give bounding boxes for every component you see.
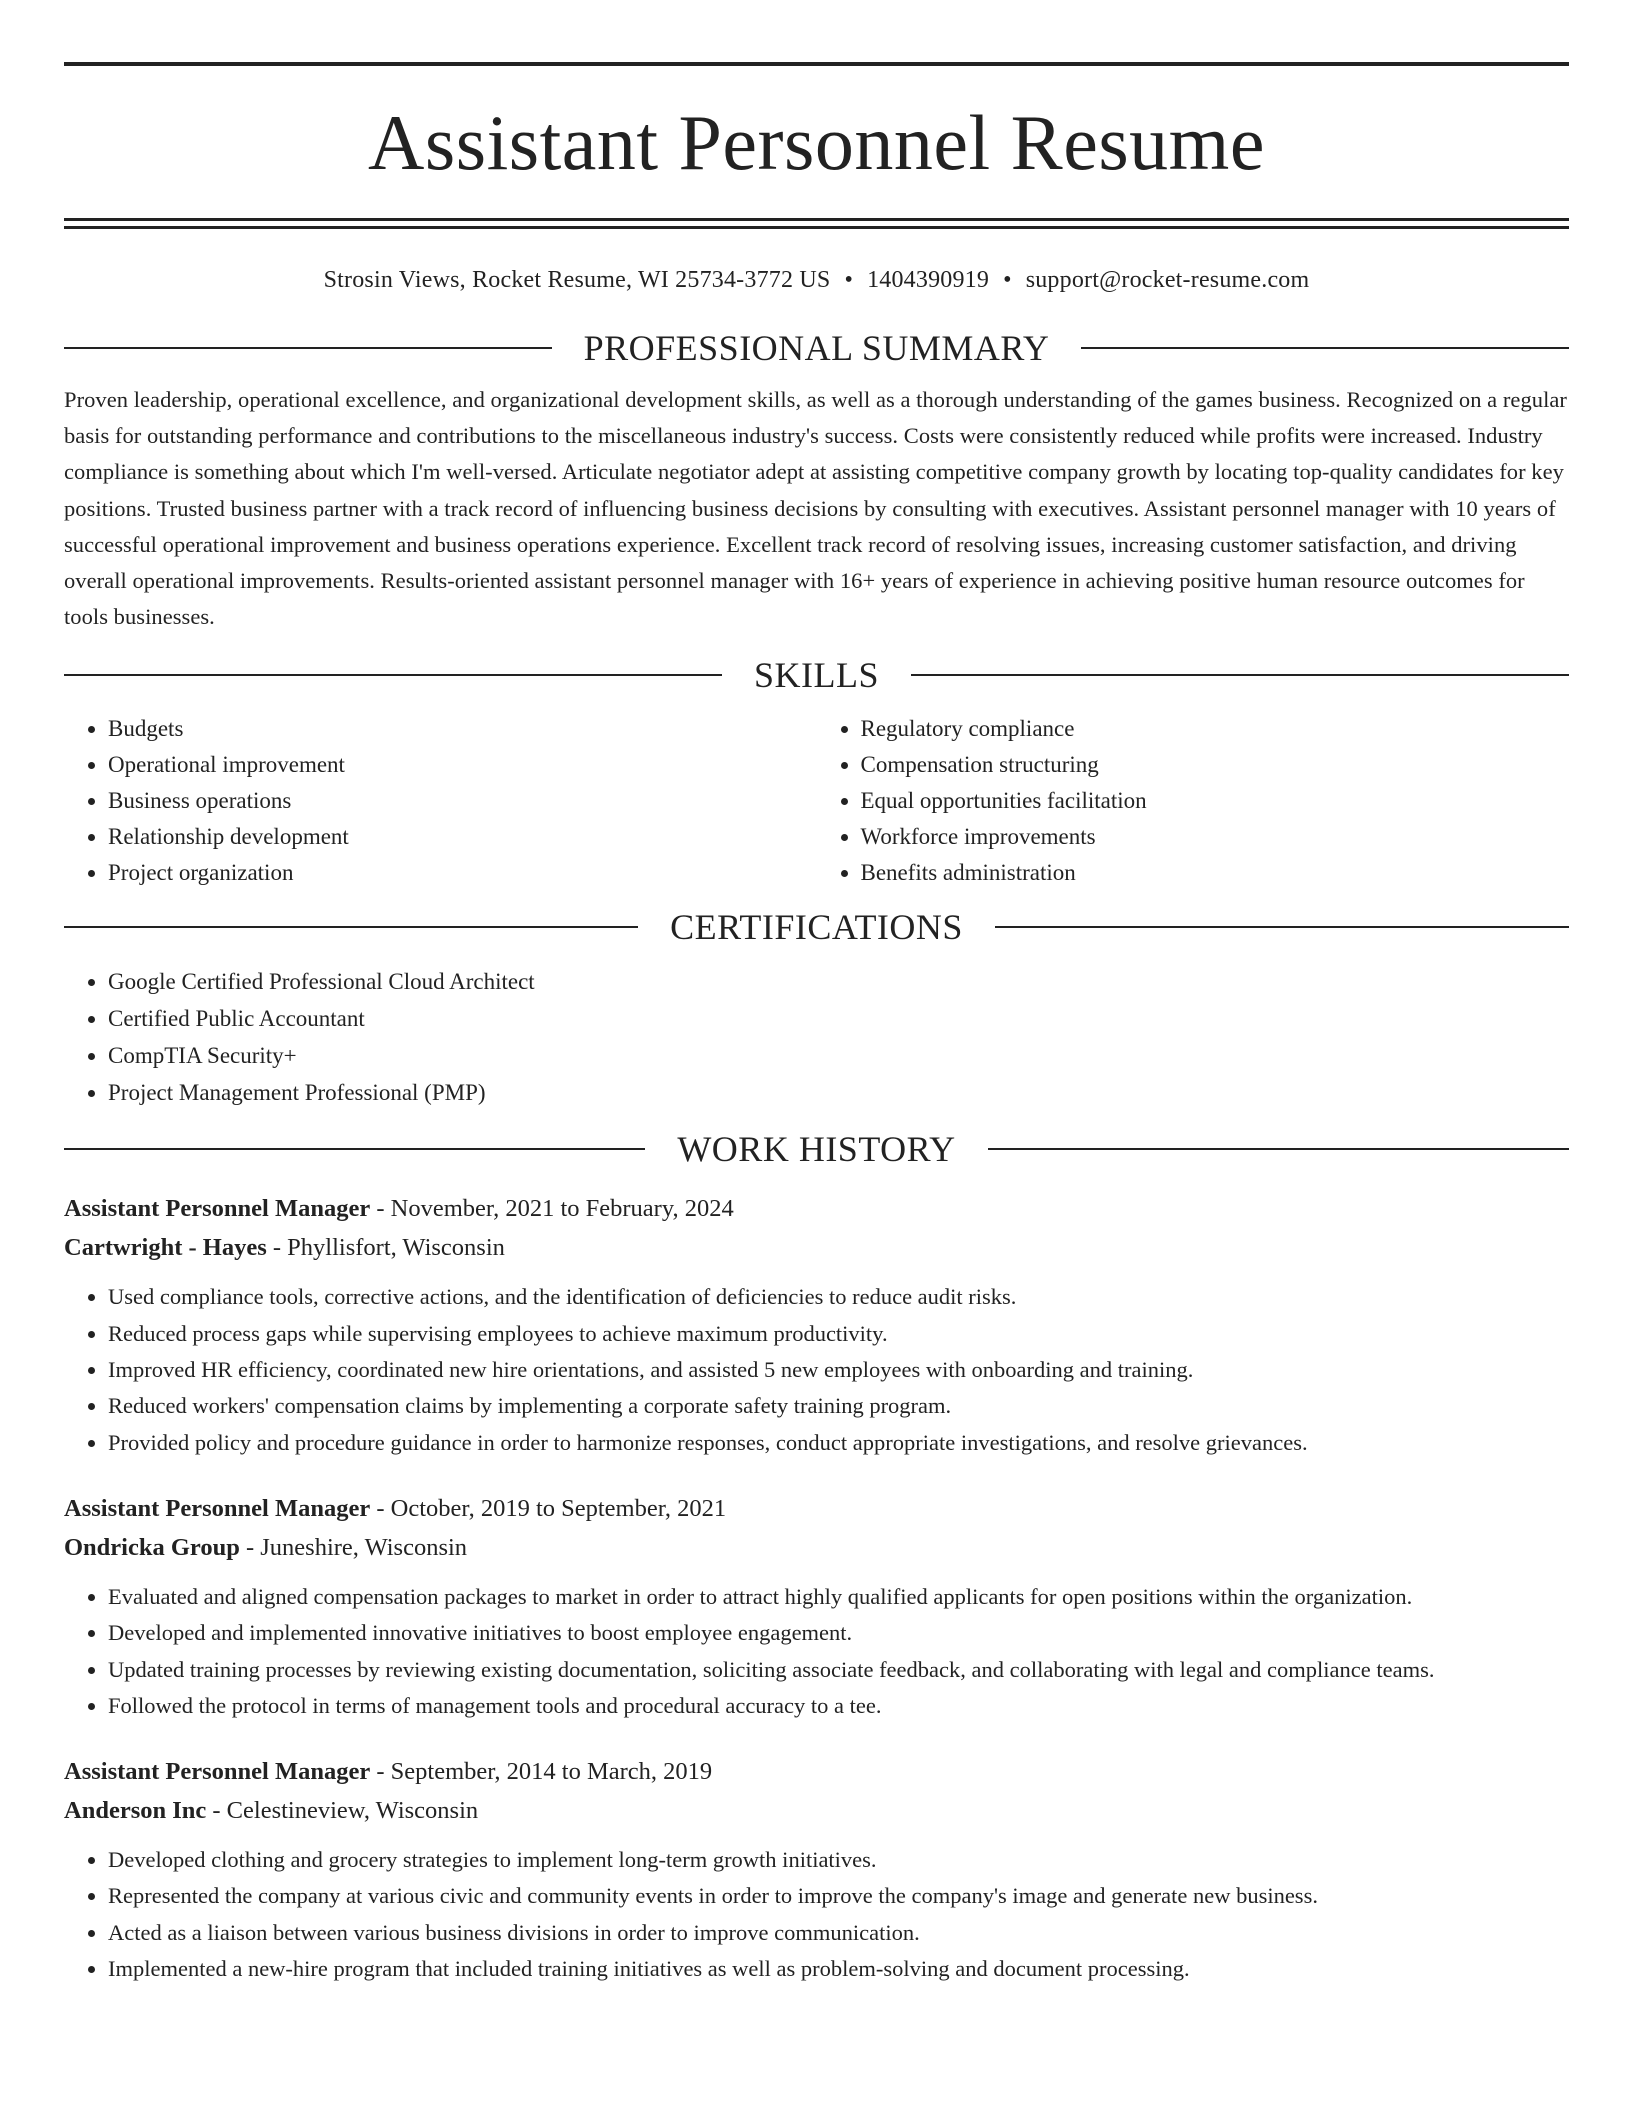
- job-bullet: • Improved HR efficiency, coordinated new hire orientations, and assisted 5 new employees with onboarding and training.: [108, 1352, 1569, 1388]
- resume-page: [64, 62, 1569, 1987]
- certification-item: • Project Management Professional (PMP): [108, 1074, 1569, 1111]
- divider: [1081, 347, 1569, 349]
- contact-address: Strosin Views, Rocket Resume, WI 25734-3772 US: [323, 267, 831, 293]
- job-bullet: • Followed the protocol in terms of management tools and procedural accuracy to a tee.: [108, 1688, 1569, 1724]
- job-entry: [64, 1189, 1569, 1460]
- contact-separator: •: [844, 267, 854, 293]
- job-title-line: [64, 1752, 1569, 1791]
- skill-item: • Workforce improvements: [861, 819, 1570, 855]
- contact-phone: 1404390919: [867, 267, 990, 293]
- divider: [911, 674, 1569, 676]
- job-company: Ondricka Group: [64, 1533, 240, 1561]
- certification-item: • Google Certified Professional Cloud Architect: [108, 963, 1569, 1000]
- divider: [64, 347, 552, 349]
- job-company-line: [64, 1228, 1569, 1267]
- job-dates: - October, 2019 to September, 2021: [370, 1494, 727, 1522]
- work-history-section-header: [64, 1129, 1569, 1170]
- job-title: Assistant Personnel Manager: [64, 1758, 371, 1786]
- skill-item: • Regulatory compliance: [861, 711, 1570, 747]
- section-heading: WORK HISTORY: [677, 1129, 956, 1170]
- skill-item: • Compensation structuring: [861, 747, 1570, 783]
- job-bullet: • Represented the company at various civic and community events in order to improve the company's image and generate new business.: [108, 1878, 1569, 1914]
- title-double-rule: [64, 218, 1569, 229]
- certification-item: • CompTIA Security+: [108, 1037, 1569, 1074]
- skills-column-left: [64, 711, 817, 891]
- job-bullet: • Provided policy and procedure guidance in order to harmonize responses, conduct appropriate investigations, and resolve grievances.: [108, 1425, 1569, 1461]
- job-location: - Celestineview, Wisconsin: [206, 1797, 479, 1825]
- contact-line: [64, 267, 1569, 294]
- skill-item: • Operational improvement: [108, 747, 817, 783]
- job-location: - Juneshire, Wisconsin: [239, 1533, 468, 1561]
- skill-item: • Relationship development: [108, 819, 817, 855]
- job-title: Assistant Personnel Manager: [64, 1195, 371, 1223]
- certifications-list: [64, 963, 1569, 1111]
- job-bullets: [64, 1579, 1569, 1724]
- job-company-line: [64, 1528, 1569, 1567]
- job-title-line: [64, 1189, 1569, 1228]
- job-entry: [64, 1489, 1569, 1724]
- skills-section-header: [64, 655, 1569, 696]
- job-entry: [64, 1752, 1569, 1987]
- summary-text: Proven leadership, operational excellence, and organizational development skills, as well as a thorough understanding of the games business. Recognized on a regular basis for outstanding performance and contributions to the miscellaneous industry's success. Costs were consistently reduced while profits were increased. Industry compliance is something about which I'm well-versed. Articulate negotiator adept at assisting competitive company growth by locating top-quality candidates for key positions. Trusted business partner with a track record of influencing business decisions by consulting with executives. Assistant personnel manager with 10 years of successful operational improvement and business operations experience. Excellent track record of resolving issues, increasing customer satisfaction, and driving overall operational improvements. Results-oriented assistant personnel manager with 16+ years of experience in achieving positive human resource outcomes for tools businesses.: [64, 387, 1567, 630]
- skill-item: • Business operations: [108, 783, 817, 819]
- job-location: - Phyllisfort, Wisconsin: [266, 1234, 505, 1262]
- skill-item: • Benefits administration: [861, 855, 1570, 891]
- job-company: Cartwright - Hayes: [64, 1234, 267, 1262]
- divider: [995, 926, 1569, 928]
- job-company-line: [64, 1791, 1569, 1830]
- job-bullets: [64, 1842, 1569, 1987]
- job-bullet: • Implemented a new-hire program that included training initiatives as well as problem-solving and document processing.: [108, 1951, 1569, 1987]
- page-title: Assistant Personnel Resume: [368, 99, 1265, 186]
- section-heading: CERTIFICATIONS: [670, 907, 963, 948]
- contact-email: support@rocket-resume.com: [1025, 267, 1310, 293]
- top-rule: [64, 62, 1569, 66]
- skill-item: • Equal opportunities facilitation: [861, 783, 1570, 819]
- skills-column-right: [817, 711, 1570, 891]
- section-heading: PROFESSIONAL SUMMARY: [583, 328, 1050, 368]
- job-bullet: • Evaluated and aligned compensation packages to market in order to attract highly qualified applicants for open positions within the organization.: [108, 1579, 1569, 1615]
- divider: [64, 926, 638, 928]
- job-title: Assistant Personnel Manager: [64, 1494, 371, 1522]
- summary-section-header: [64, 330, 1569, 366]
- divider: [988, 1148, 1569, 1150]
- job-company: Anderson Inc: [64, 1797, 207, 1825]
- job-title-line: [64, 1489, 1569, 1528]
- job-dates: - September, 2014 to March, 2019: [370, 1758, 713, 1786]
- job-bullet: • Updated training processes by reviewing existing documentation, soliciting associate feedback, and collaborating with legal and compliance teams.: [108, 1652, 1569, 1688]
- skill-item: • Budgets: [108, 711, 817, 747]
- divider: [64, 1148, 645, 1150]
- job-bullet: • Developed clothing and grocery strategies to implement long-term growth initiatives.: [108, 1842, 1569, 1878]
- job-bullets: [64, 1279, 1569, 1460]
- job-bullet: • Acted as a liaison between various business divisions in order to improve communication.: [108, 1915, 1569, 1951]
- job-bullet: • Used compliance tools, corrective actions, and the identification of deficiencies to reduce audit risks.: [108, 1279, 1569, 1315]
- job-bullet: • Reduced process gaps while supervising employees to achieve maximum productivity.: [108, 1316, 1569, 1352]
- contact-separator: •: [1003, 267, 1012, 293]
- job-dates: - November, 2021 to February, 2024: [370, 1195, 734, 1223]
- divider: [64, 674, 722, 676]
- job-bullet: • Developed and implemented innovative initiatives to boost employee engagement.: [108, 1615, 1569, 1651]
- section-heading: SKILLS: [754, 655, 880, 696]
- job-bullet: • Reduced workers' compensation claims by implementing a corporate safety training program.: [108, 1388, 1569, 1424]
- certifications-section-header: [64, 907, 1569, 948]
- certification-item: • Certified Public Accountant: [108, 1000, 1569, 1037]
- skill-item: • Project organization: [108, 855, 817, 891]
- skills-list: [64, 711, 1569, 891]
